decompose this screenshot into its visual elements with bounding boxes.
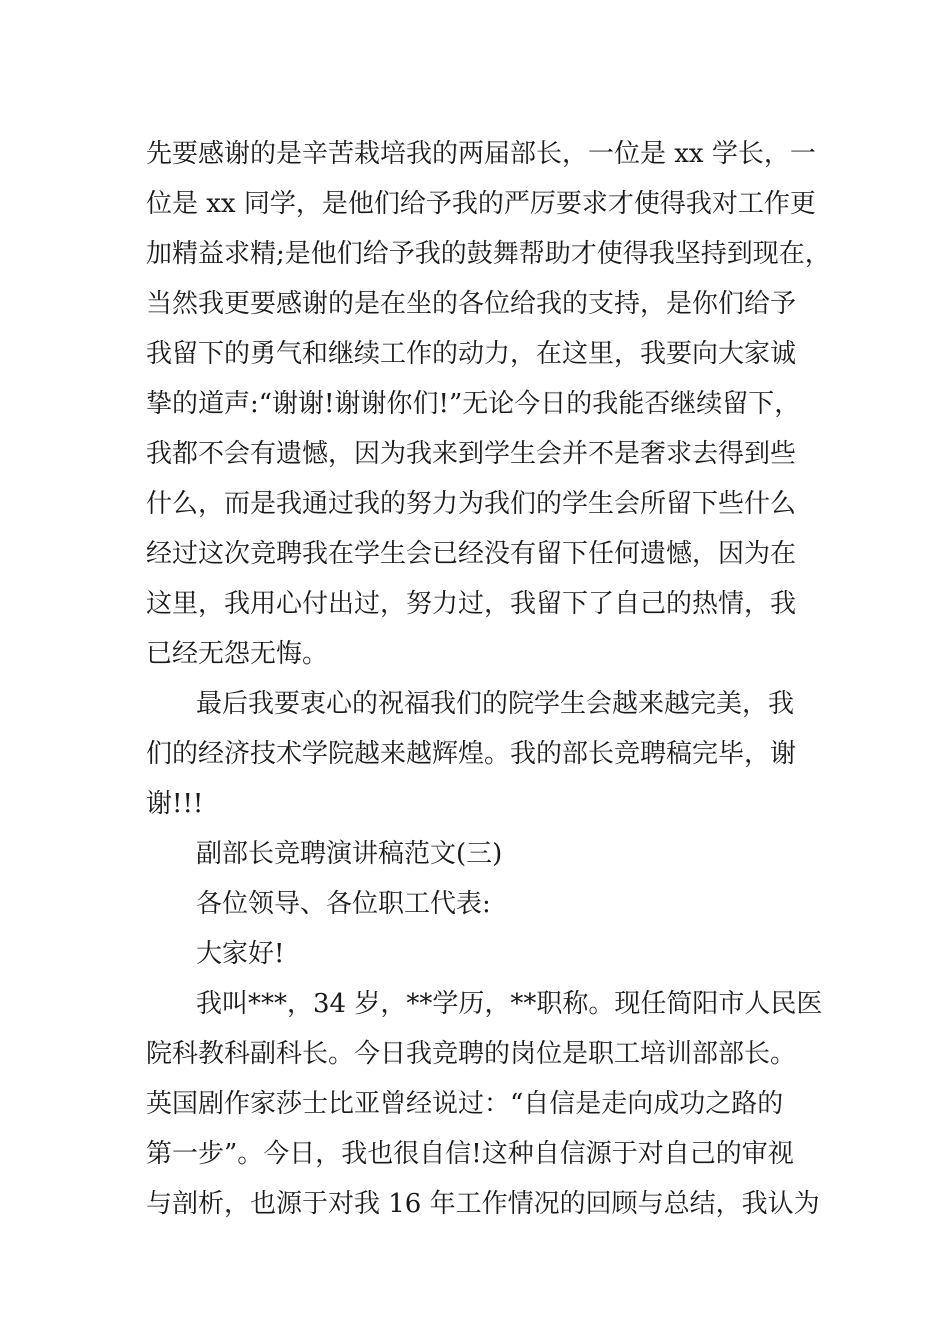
text-line: 先要感谢的是辛苦栽培我的两届部长，一位是 xx 学长，一 (146, 139, 816, 169)
salutation: 各位领导、各位职工代表: (196, 889, 491, 919)
paragraph-first-line: 最后我要衷心的祝福我们的院学生会越来越完美，我 (196, 689, 795, 719)
text-line: 什么，而是我通过我的努力为我们的学生会所留下些什么 (146, 489, 797, 519)
section-heading: 副部长竞聘演讲稿范文(三) (196, 839, 503, 869)
text-line: 我留下的勇气和继续工作的动力，在这里，我要向大家诚 (146, 339, 797, 369)
text-line: 我都不会有遗憾，因为我来到学生会并不是奢求去得到些 (146, 439, 797, 469)
text-line: 第一步”。今日，我也很自信!这种自信源于对自己的审视 (146, 1139, 794, 1169)
text-line: 挚的道声:“谢谢!谢谢你们!”无论今日的我能否继续留下， (146, 389, 801, 419)
text-line: 们的经济技术学院越来越辉煌。我的部长竞聘稿完毕，谢 (146, 739, 797, 769)
text-line: 已经无怨无悔。 (146, 639, 329, 669)
text-line: 位是 xx 同学，是他们给予我的严厉要求才使得我对工作更 (146, 189, 816, 219)
text-line: 当然我更要感谢的是在坐的各位给我的支持，是你们给予 (146, 289, 797, 319)
text-line: 经过这次竞聘我在学生会已经没有留下任何遗憾，因为在 (146, 539, 797, 569)
text-line: 院科教科副科长。今日我竞聘的岗位是职工培训部部长。 (146, 1039, 797, 1069)
text-line: 这里，我用心付出过，努力过，我留下了自己的热情，我 (146, 589, 797, 619)
greeting: 大家好! (196, 939, 285, 969)
text-line: 英国剧作家莎士比亚曾经说过：“自信是走向成功之路的 (146, 1089, 784, 1119)
text-line: 谢!!! (146, 789, 204, 819)
text-line: 与剖析，也源于对我 16 年工作情况的回顾与总结，我认为 (146, 1189, 820, 1219)
text-line: 加精益求精;是他们给予我的鼓舞帮助才使得我坚持到现在， (146, 239, 831, 269)
paragraph-first-line: 我叫***，34 岁，**学历，**职称。现任简阳市人民医 (196, 989, 823, 1019)
